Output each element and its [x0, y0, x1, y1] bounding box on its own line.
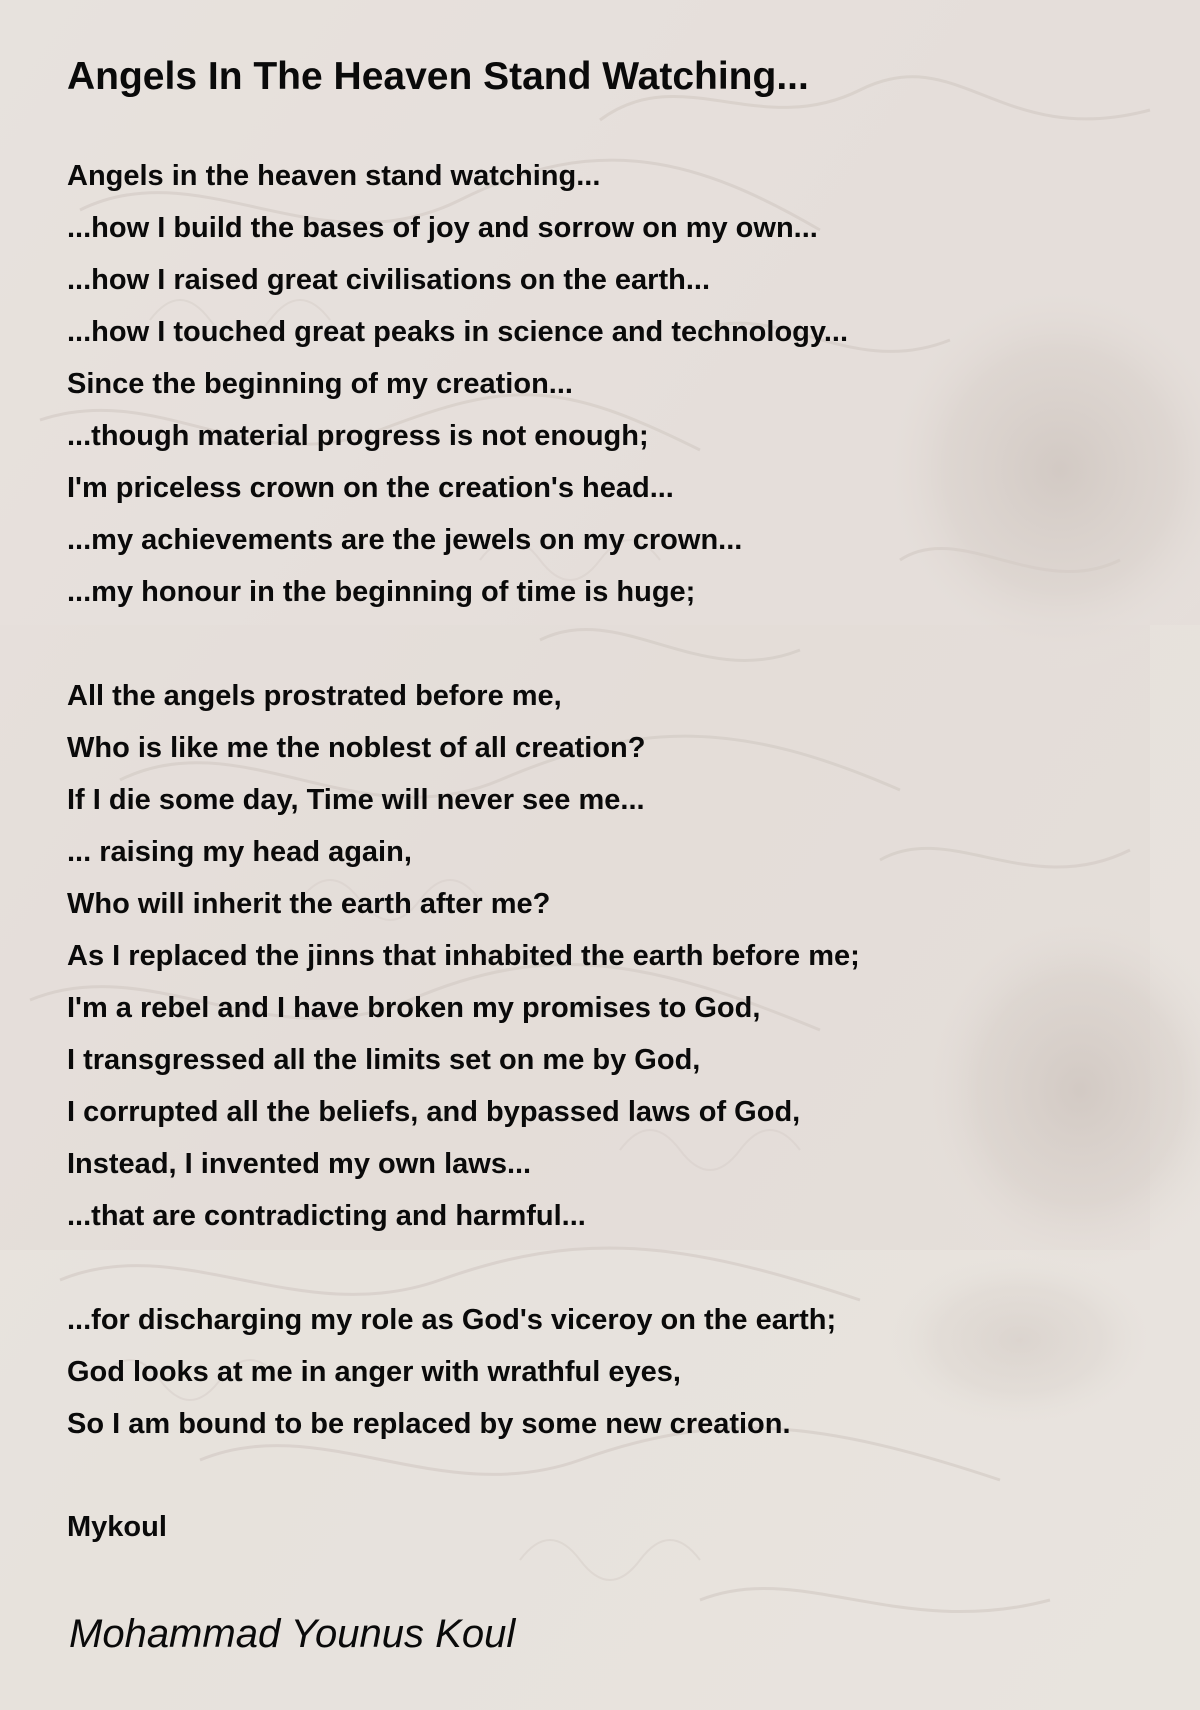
- poem-signature: Mykoul: [67, 1511, 167, 1543]
- poem-line: ...my honour in the beginning of time is huge;: [67, 576, 696, 608]
- poem-line: ...how I build the bases of joy and sorrow on my own...: [67, 212, 818, 244]
- poem-line: I transgressed all the limits set on me by God,: [67, 1044, 701, 1076]
- poem-line: So I am bound to be replaced by some new creation.: [67, 1408, 791, 1440]
- poem-line: I corrupted all the beliefs, and bypassed laws of God,: [67, 1096, 801, 1128]
- stanza-2: [67, 670, 860, 1242]
- stanza-3: [67, 1294, 860, 1450]
- poem-line: As I replaced the jinns that inhabited the earth before me;: [67, 940, 860, 972]
- poem-line: Who will inherit the earth after me?: [67, 888, 551, 920]
- poem-line: ...how I touched great peaks in science and technology...: [67, 316, 849, 348]
- poem-body: [67, 150, 860, 1502]
- poem-title: Angels In The Heaven Stand Watching...: [67, 55, 809, 98]
- stanza-1: [67, 150, 860, 618]
- poem-line: I'm priceless crown on the creation's head...: [67, 472, 674, 504]
- poem-line: ...how I raised great civilisations on the earth...: [67, 264, 710, 296]
- poem-line: ... raising my head again,: [67, 836, 412, 868]
- poem-line: ...that are contradicting and harmful...: [67, 1200, 586, 1232]
- poem-author: Mohammad Younus Koul: [69, 1612, 516, 1656]
- poem-line: God looks at me in anger with wrathful eyes,: [67, 1356, 681, 1388]
- poem-line: Angels in the heaven stand watching...: [67, 160, 601, 192]
- poem-line: ...for discharging my role as God's viceroy on the earth;: [67, 1304, 837, 1336]
- poem-line: Instead, I invented my own laws...: [67, 1148, 532, 1180]
- poem-line: Who is like me the noblest of all creation?: [67, 732, 646, 764]
- poem-line: I'm a rebel and I have broken my promises to God,: [67, 992, 761, 1024]
- poem-line: Since the beginning of my creation...: [67, 368, 573, 400]
- poem-line: If I die some day, Time will never see me...: [67, 784, 645, 816]
- poem-line: ...my achievements are the jewels on my crown...: [67, 524, 743, 556]
- poem-line: ...though material progress is not enough;: [67, 420, 649, 452]
- poem-line: All the angels prostrated before me,: [67, 680, 562, 712]
